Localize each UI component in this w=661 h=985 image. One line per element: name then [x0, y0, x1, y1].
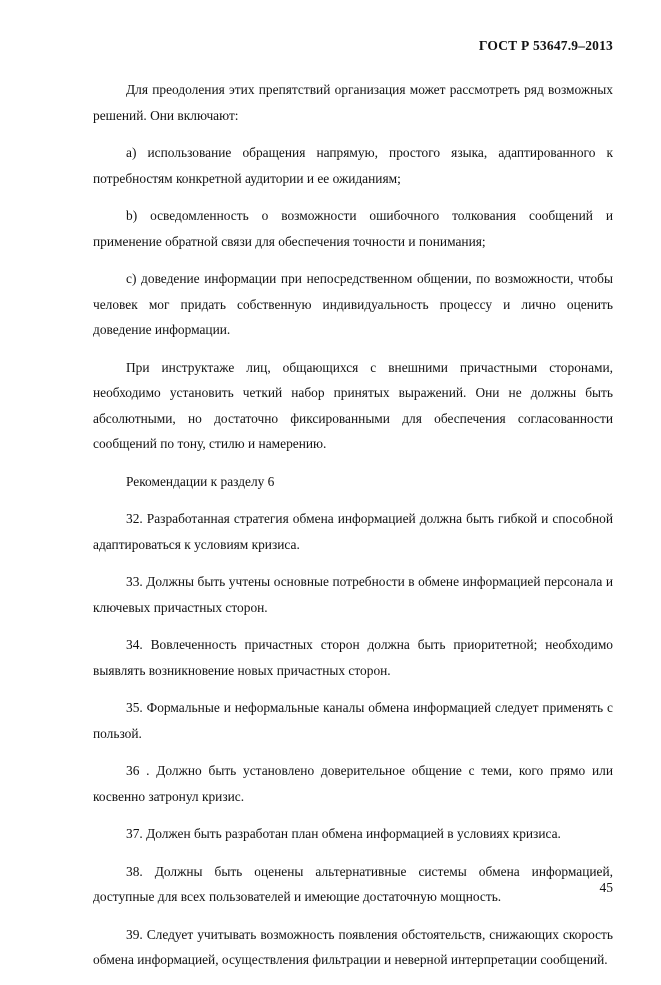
document-body [93, 77, 613, 985]
paragraph-intro: Для преодоления этих препятствий организация может рассмотреть ряд возможных решений. Они включают: [93, 82, 613, 123]
page-number: 45 [599, 880, 613, 895]
paragraph-item-c: c) доведение информации при непосредственном общении, по возможности, чтобы человек мог придать собственную индивидуальность процессу и лично оценить доведение информации. [93, 271, 613, 337]
recommendation-32: 32. Разработанная стратегия обмена информацией должна быть гибкой и способной адаптироваться к условиям кризиса. [93, 511, 613, 552]
recommendation-33: 33. Должны быть учтены основные потребности в обмене информацией персонала и ключевых причастных сторон. [93, 574, 613, 615]
recommendation-39: 39. Следует учитывать возможность появления обстоятельств, снижающих скорость обмена информацией, осуществления фильтрации и неверной интерпретации сообщений. [93, 926, 613, 967]
paragraph-item-a: a) использование обращения напрямую, простого языка, адаптированного к потребностям конкретной аудитории и ее ожиданиям; [93, 145, 613, 186]
paragraph-briefing: При инструктаже лиц, общающихся с внешними причастными сторонами, необходимо установить четкий набор принятых выражений. Они не должны быть абсолютными, но достаточно фиксированными для обеспечения согласованности сообщений по тону, стилю и намерению. [93, 359, 613, 451]
section-heading: Рекомендации к разделу 6 [126, 473, 275, 489]
recommendation-37: 37. Должен быть разработан план обмена информацией в условиях кризиса. [126, 826, 561, 841]
recommendation-35: 35. Формальные и неформальные каналы обмена информацией следует применять с пользой. [93, 700, 613, 741]
standard-header: ГОСТ Р 53647.9–2013 [478, 38, 613, 53]
recommendation-38: 38. Должны быть оценены альтернативные системы обмена информацией, доступные для всех пользователей и имеющие достаточную мощность. [93, 863, 613, 904]
paragraph-item-b: b) осведомленность о возможности ошибочного толкования сообщений и применение обратной связи для обеспечения точности и понимания; [93, 208, 613, 249]
recommendation-36: 36 . Должно быть установлено доверительное общение с теми, кого прямо или косвенно затронул кризис. [93, 763, 613, 804]
recommendation-34: 34. Вовлеченность причастных сторон должна быть приоритетной; необходимо выявлять возникновение новых причастных сторон. [93, 637, 613, 678]
